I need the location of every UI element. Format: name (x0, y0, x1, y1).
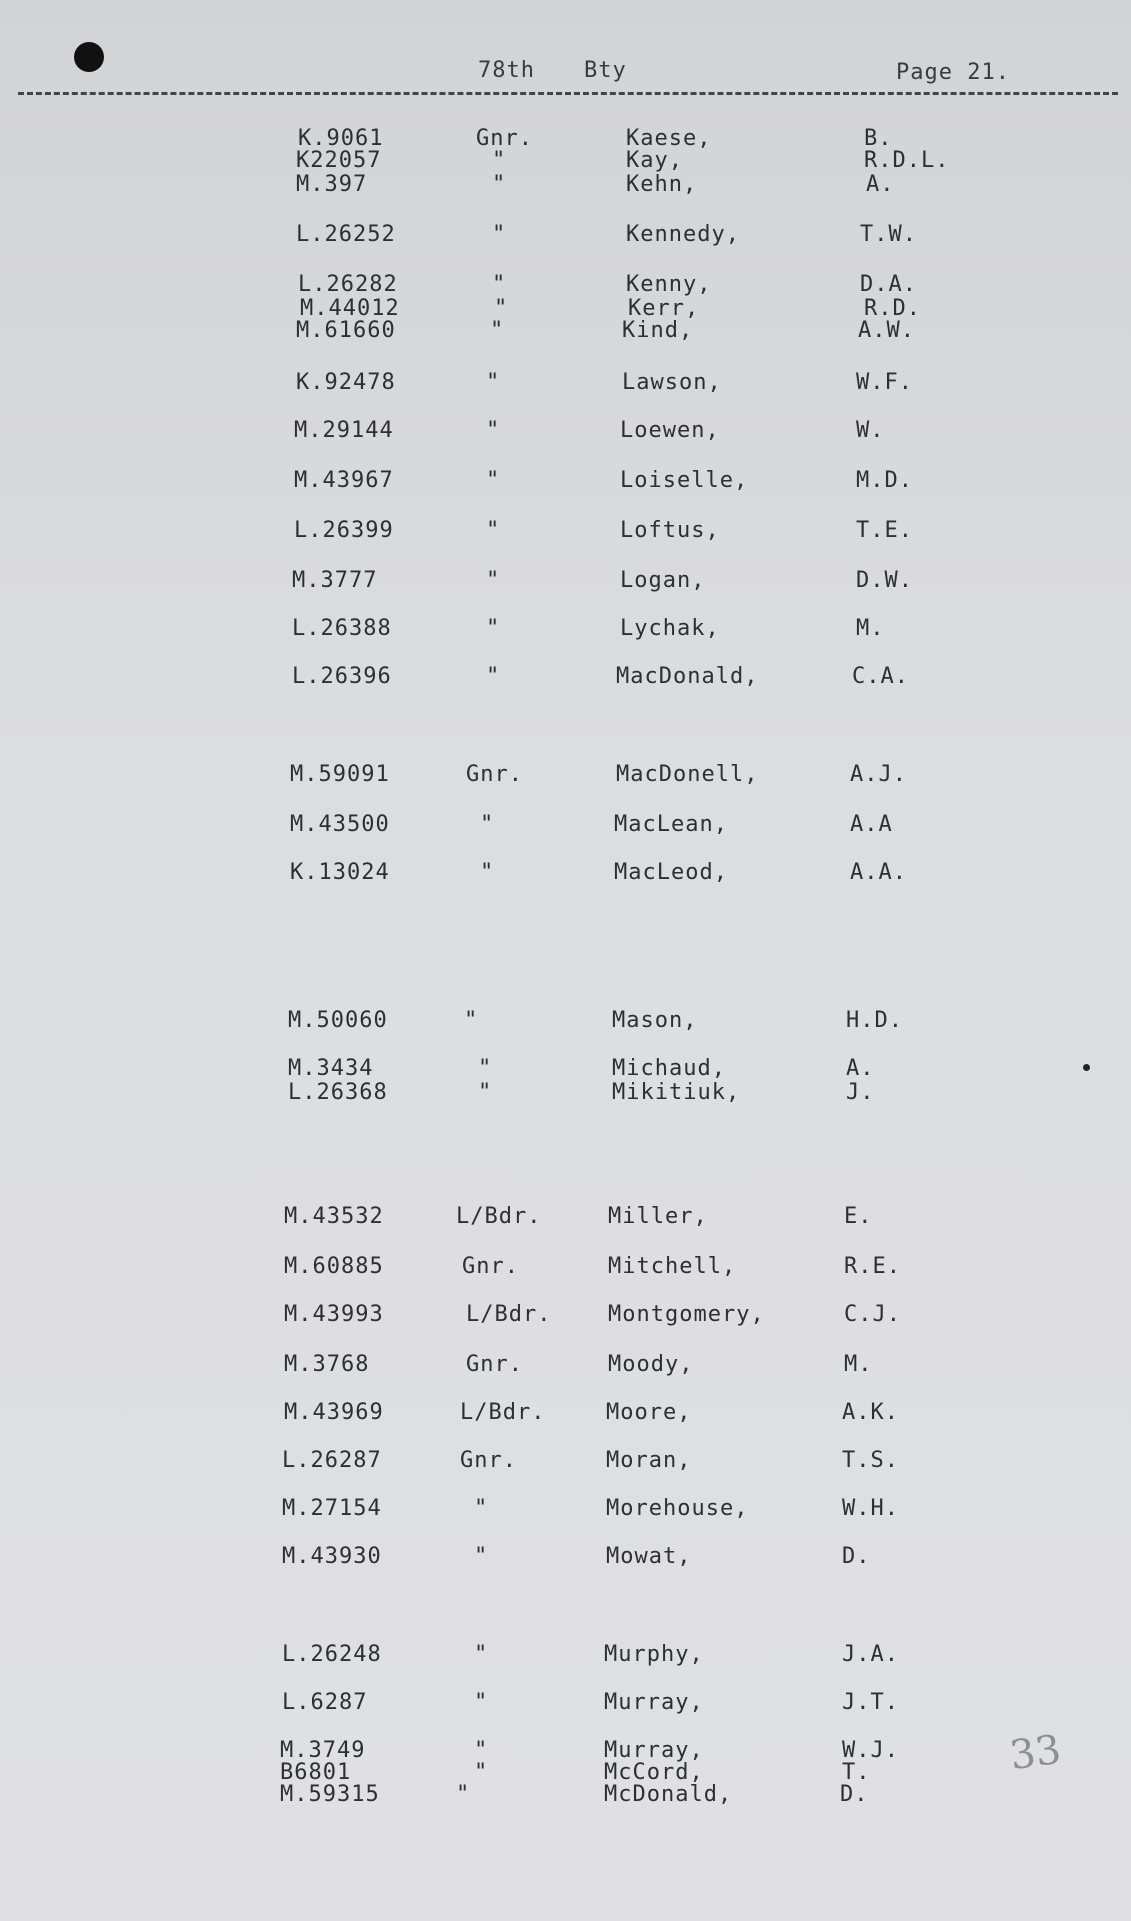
rank: " (478, 1056, 493, 1081)
service-number: M.43930 (282, 1544, 382, 1569)
initials: A.A (850, 812, 893, 837)
rank: Gnr. (476, 126, 533, 151)
initials: T. (842, 1760, 871, 1785)
service-number: M.43969 (284, 1400, 384, 1425)
initials: A.J. (850, 762, 907, 787)
surname: Moran, (606, 1448, 692, 1473)
initials: D. (840, 1782, 869, 1807)
rank: Gnr. (460, 1448, 517, 1473)
initials: W.F. (856, 370, 913, 395)
rank: " (474, 1738, 489, 1763)
roster-row (0, 664, 1131, 688)
initials: T.E. (856, 518, 913, 543)
service-number: L.26252 (296, 222, 396, 247)
rank: " (474, 1496, 489, 1521)
rank: " (492, 148, 507, 173)
service-number: B6801 (280, 1760, 352, 1785)
battery-unit: 78th (478, 58, 535, 83)
roster-row (0, 1008, 1131, 1032)
roster-row (0, 296, 1131, 320)
rank: " (490, 318, 505, 343)
surname: McDonald, (604, 1782, 733, 1807)
roster-row (0, 860, 1131, 884)
surname: Moody, (608, 1352, 694, 1377)
initials: D.W. (856, 568, 913, 593)
surname: Murphy, (604, 1642, 704, 1667)
dashed-separator (18, 92, 1118, 95)
rank: " (486, 418, 501, 443)
roster-row (0, 812, 1131, 836)
rank: " (474, 1642, 489, 1667)
surname: Miller, (608, 1204, 708, 1229)
surname: Loewen, (620, 418, 720, 443)
service-number: M.61660 (296, 318, 396, 343)
surname: MacDonald, (616, 664, 759, 689)
service-number: M.50060 (288, 1008, 388, 1033)
surname: Kaese, (626, 126, 712, 151)
initials: A.K. (842, 1400, 899, 1425)
surname: Mowat, (606, 1544, 692, 1569)
service-number: M.3777 (292, 568, 378, 593)
rank: " (480, 812, 495, 837)
surname: MacLean, (614, 812, 728, 837)
surname: Montgomery, (608, 1302, 765, 1327)
initials: C.J. (844, 1302, 901, 1327)
surname: MacLeod, (614, 860, 728, 885)
initials: T.S. (842, 1448, 899, 1473)
surname: Logan, (620, 568, 706, 593)
surname: Mason, (612, 1008, 698, 1033)
punch-hole (74, 42, 104, 72)
rank: " (486, 370, 501, 395)
rank: Gnr. (466, 1352, 523, 1377)
service-number: L.26396 (292, 664, 392, 689)
surname: Michaud, (612, 1056, 726, 1081)
service-number: L.26388 (292, 616, 392, 641)
initials: B. (864, 126, 893, 151)
initials: J.T. (842, 1690, 899, 1715)
service-number: M.59315 (280, 1782, 380, 1807)
surname: Kennedy, (626, 222, 740, 247)
roster-row (0, 318, 1131, 342)
service-number: M.3434 (288, 1056, 374, 1081)
service-number: L.6287 (282, 1690, 368, 1715)
rank: " (456, 1782, 471, 1807)
roster-row (0, 148, 1131, 172)
rank: " (492, 172, 507, 197)
rank: " (486, 616, 501, 641)
rank: " (494, 296, 509, 321)
roster-row (0, 1760, 1131, 1784)
roster-row (0, 126, 1131, 150)
roster-row (0, 1642, 1131, 1666)
service-number: L.26368 (288, 1080, 388, 1105)
service-number: M.29144 (294, 418, 394, 443)
roster-row (0, 1352, 1131, 1376)
rank: L/Bdr. (456, 1204, 542, 1229)
surname: Morehouse, (606, 1496, 749, 1521)
initials: J.A. (842, 1642, 899, 1667)
initials: R.D. (864, 296, 921, 321)
rank: " (480, 860, 495, 885)
service-number: K.9061 (298, 126, 384, 151)
rank: " (486, 664, 501, 689)
roster-row (0, 1782, 1131, 1806)
surname: Loftus, (620, 518, 720, 543)
surname: Moore, (606, 1400, 692, 1425)
roster-row (0, 370, 1131, 394)
roster-row (0, 222, 1131, 246)
service-number: K.13024 (290, 860, 390, 885)
service-number: L.26248 (282, 1642, 382, 1667)
roster-row (0, 568, 1131, 592)
initials: J. (846, 1080, 875, 1105)
roster-row (0, 1400, 1131, 1424)
service-number: M.43532 (284, 1204, 384, 1229)
service-number: M.397 (296, 172, 368, 197)
roster-row (0, 1204, 1131, 1228)
service-number: M.27154 (282, 1496, 382, 1521)
roster-row (0, 1254, 1131, 1278)
margin-note: 33 (1007, 1726, 1064, 1780)
initials: C.A. (852, 664, 909, 689)
initials: R.D.L. (864, 148, 950, 173)
roster-row (0, 1544, 1131, 1568)
initials: H.D. (846, 1008, 903, 1033)
roster-row (0, 616, 1131, 640)
surname: Kehn, (626, 172, 698, 197)
service-number: M.43993 (284, 1302, 384, 1327)
roster-row (0, 1080, 1131, 1104)
initials: A.A. (850, 860, 907, 885)
initials: M.D. (856, 468, 913, 493)
service-number: M.43967 (294, 468, 394, 493)
rank: " (486, 518, 501, 543)
rank: " (492, 272, 507, 297)
roster-row (0, 762, 1131, 786)
initials: A. (866, 172, 895, 197)
initials: D.A. (860, 272, 917, 297)
rank: " (464, 1008, 479, 1033)
initials: M. (856, 616, 885, 641)
service-number: M.59091 (290, 762, 390, 787)
service-number: L.26287 (282, 1448, 382, 1473)
service-number: L.26282 (298, 272, 398, 297)
roster-row (0, 518, 1131, 542)
initials: R.E. (844, 1254, 901, 1279)
surname: Kenny, (626, 272, 712, 297)
rank: " (486, 568, 501, 593)
roster-row (0, 418, 1131, 442)
rank: Gnr. (466, 762, 523, 787)
rank: L/Bdr. (466, 1302, 552, 1327)
service-number: K22057 (296, 148, 382, 173)
surname: Kind, (622, 318, 694, 343)
surname: Lawson, (622, 370, 722, 395)
rank: L/Bdr. (460, 1400, 546, 1425)
initials: E. (844, 1204, 873, 1229)
service-number: M.3768 (284, 1352, 370, 1377)
roster-row (0, 1496, 1131, 1520)
surname: Loiselle, (620, 468, 749, 493)
rank: " (486, 468, 501, 493)
roster-row (0, 172, 1131, 196)
roster-row (0, 468, 1131, 492)
service-number: M.43500 (290, 812, 390, 837)
initials: A. (846, 1056, 875, 1081)
surname: Mitchell, (608, 1254, 737, 1279)
service-number: L.26399 (294, 518, 394, 543)
rank: Gnr. (462, 1254, 519, 1279)
service-number: M.60885 (284, 1254, 384, 1279)
surname: MacDonell, (616, 762, 759, 787)
rank: " (478, 1080, 493, 1105)
rank: " (474, 1760, 489, 1785)
surname: Mikitiuk, (612, 1080, 741, 1105)
initials: D. (842, 1544, 871, 1569)
roster-row (0, 1448, 1131, 1472)
service-number: K.92478 (296, 370, 396, 395)
surname: McCord, (604, 1760, 704, 1785)
initials: W. (856, 418, 885, 443)
rank: " (474, 1544, 489, 1569)
surname: Murray, (604, 1690, 704, 1715)
initials: A.W. (858, 318, 915, 343)
roster-row (0, 1690, 1131, 1714)
roster-row (0, 1738, 1131, 1762)
initials: M. (844, 1352, 873, 1377)
service-number: M.44012 (300, 296, 400, 321)
initials: W.J. (842, 1738, 899, 1763)
surname: Kerr, (628, 296, 700, 321)
rank: " (492, 222, 507, 247)
rank: " (474, 1690, 489, 1715)
initials: T.W. (860, 222, 917, 247)
roster-row (0, 1056, 1131, 1080)
surname: Murray, (604, 1738, 704, 1763)
service-number: M.3749 (280, 1738, 366, 1763)
surname: Kay, (626, 148, 683, 173)
roster-row (0, 272, 1131, 296)
battery-label: Bty (584, 58, 627, 83)
page-number: Page 21. (896, 60, 1010, 85)
surname: Lychak, (620, 616, 720, 641)
initials: W.H. (842, 1496, 899, 1521)
ink-speck (1083, 1064, 1090, 1071)
roster-row (0, 1302, 1131, 1326)
